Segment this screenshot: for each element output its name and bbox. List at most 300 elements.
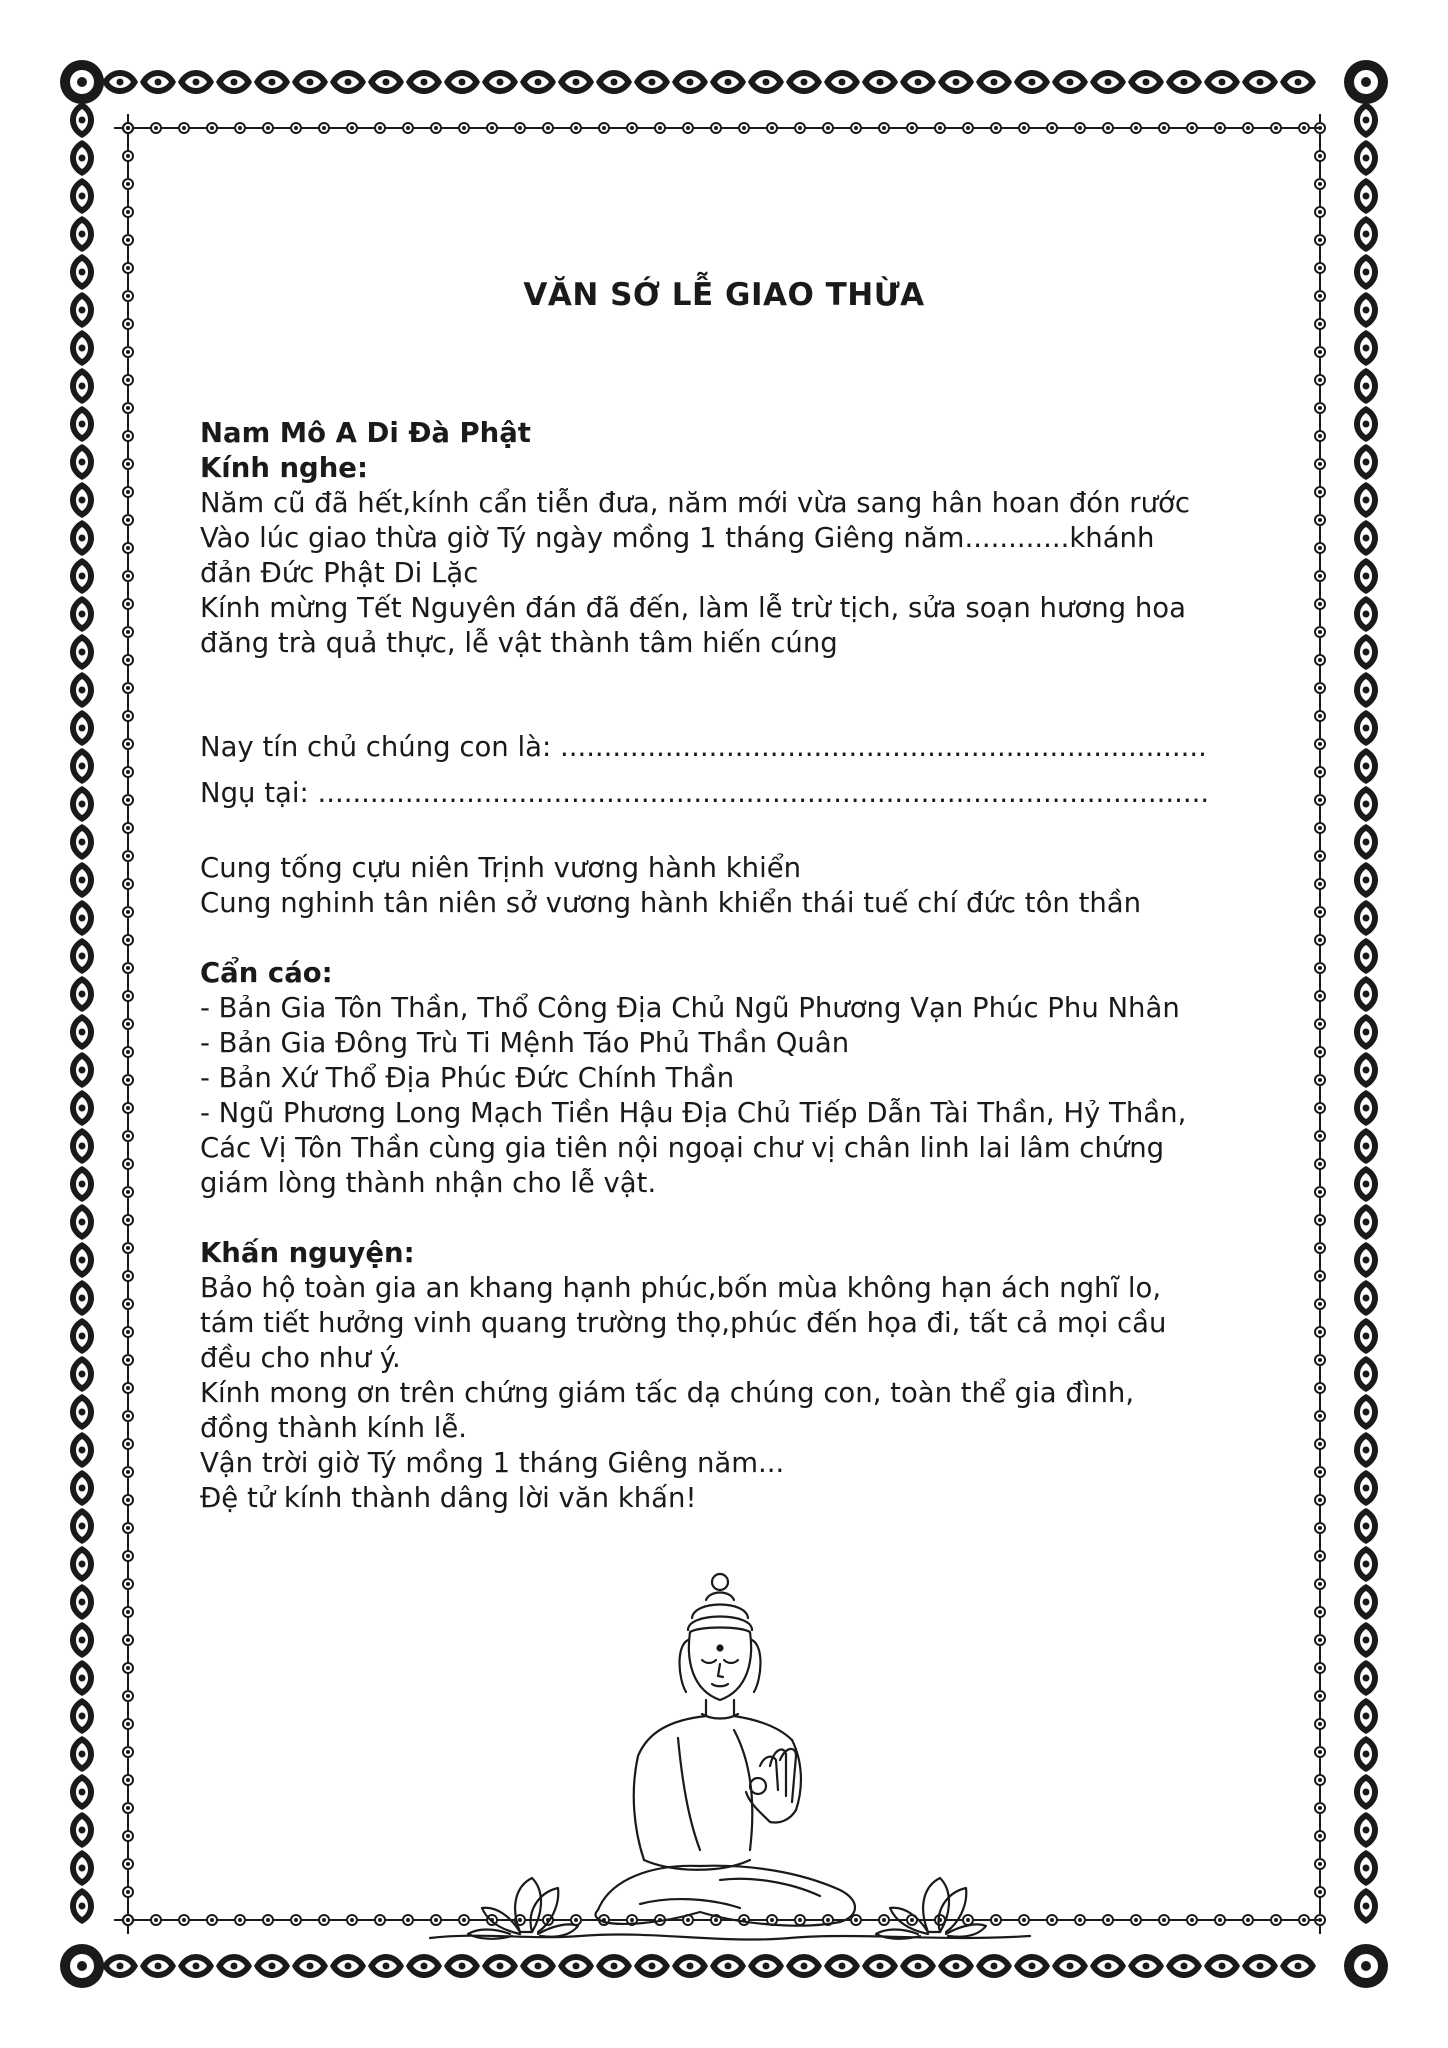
- border-motif: [1315, 450, 1325, 478]
- border-motif: [1128, 70, 1164, 94]
- border-motif: [1354, 1242, 1378, 1278]
- border-motif: [123, 1066, 133, 1094]
- border-motif: [758, 123, 786, 133]
- border-motif: [1315, 1822, 1325, 1850]
- border-left-band: [70, 102, 94, 1924]
- border-motif: [1354, 786, 1378, 822]
- border-motif: [216, 70, 252, 94]
- border-motif: [1354, 1280, 1378, 1316]
- border-motif: [123, 1094, 133, 1122]
- border-motif: [70, 1090, 94, 1126]
- border-motif: [520, 70, 556, 94]
- border-motif: [1315, 170, 1325, 198]
- border-motif: [1354, 1052, 1378, 1088]
- border-motif: [123, 1206, 133, 1234]
- border-motif: [1280, 70, 1316, 94]
- border-motif: [123, 1122, 133, 1150]
- border-motif: [123, 1262, 133, 1290]
- border-motif: [70, 1660, 94, 1696]
- border-motif: [178, 1954, 214, 1978]
- border-motif: [1354, 1584, 1378, 1620]
- border-motif: [1315, 226, 1325, 254]
- border-motif: [482, 70, 518, 94]
- announce-line: - Bản Xứ Thổ Địa Phúc Đức Chính Thần: [200, 1062, 735, 1094]
- border-motif: [1122, 1915, 1150, 1925]
- border-motif: [70, 1622, 94, 1658]
- border-motif: [70, 178, 94, 214]
- border-motif: [1315, 1430, 1325, 1458]
- border-motif: [1315, 1234, 1325, 1262]
- border-motif: [1315, 1178, 1325, 1206]
- border-motif: [123, 1514, 133, 1542]
- border-motif: [1122, 123, 1150, 133]
- border-motif: [123, 1570, 133, 1598]
- border-motif: [123, 982, 133, 1010]
- border-motif: [1090, 70, 1126, 94]
- border-motif: [70, 1394, 94, 1430]
- border-motif: [1315, 1094, 1325, 1122]
- border-motif: [1206, 123, 1234, 133]
- border-motif: [70, 558, 94, 594]
- border-motif: [102, 70, 138, 94]
- lotus-left-icon: [468, 1878, 578, 1939]
- border-motif: [1354, 900, 1378, 936]
- border-motif: [406, 70, 442, 94]
- border-motif: [70, 900, 94, 936]
- opening-heading: Kính nghe:: [200, 452, 368, 484]
- border-motif: [123, 198, 133, 226]
- border-motif: [672, 70, 708, 94]
- border-motif: [330, 70, 366, 94]
- border-motif: [558, 70, 594, 94]
- border-motif: [1315, 394, 1325, 422]
- border-motif: [1014, 70, 1050, 94]
- border-motif: [310, 123, 338, 133]
- border-motif: [70, 862, 94, 898]
- border-motif: [123, 898, 133, 926]
- border-motif: [1354, 1622, 1378, 1658]
- border-right-band: [1354, 102, 1378, 1924]
- border-motif: [70, 1242, 94, 1278]
- border-motif: [1315, 1626, 1325, 1654]
- border-motif: [900, 70, 936, 94]
- border-motif: [1315, 1710, 1325, 1738]
- border-motif: [1354, 1166, 1378, 1202]
- border-motif: [310, 1915, 338, 1925]
- border-motif: [1315, 758, 1325, 786]
- border-motif: [1206, 1915, 1234, 1925]
- border-motif: [70, 1280, 94, 1316]
- border-motif: [123, 1822, 133, 1850]
- border-motif: [824, 70, 860, 94]
- border-motif: [338, 1915, 366, 1925]
- prayer-line: tám tiết hưởng vinh quang trường thọ,phúc đến họa đi, tất cả mọi cầu: [200, 1307, 1167, 1339]
- border-motif: [1204, 70, 1240, 94]
- border-motif: [1354, 1090, 1378, 1126]
- border-motif: [506, 123, 534, 133]
- border-motif: [1315, 366, 1325, 394]
- border-motif: [123, 1318, 133, 1346]
- announce-line: - Bản Gia Đông Trù Ti Mệnh Táo Phủ Thần Quân: [200, 1027, 850, 1059]
- prayer-line: đồng thành kính lễ.: [200, 1412, 468, 1444]
- border-motif: [254, 1954, 290, 1978]
- border-motif: [1094, 123, 1122, 133]
- border-motif: [450, 123, 478, 133]
- border-motif: [534, 123, 562, 133]
- border-motif: [70, 710, 94, 746]
- border-motif: [123, 1598, 133, 1626]
- border-motif: [330, 1954, 366, 1978]
- border-motif: [1315, 198, 1325, 226]
- border-motif: [1066, 123, 1094, 133]
- opening-line: đản Đức Phật Di Lặc: [200, 557, 479, 589]
- border-motif: [226, 123, 254, 133]
- border-motif: [70, 1850, 94, 1886]
- border-motif: [70, 1204, 94, 1240]
- border-motif: [1315, 1374, 1325, 1402]
- border-motif: [1354, 444, 1378, 480]
- border-motif: [70, 1052, 94, 1088]
- border-motif: [976, 70, 1012, 94]
- border-motif: [123, 1682, 133, 1710]
- border-motif: [1354, 1356, 1378, 1392]
- border-motif: [1166, 70, 1202, 94]
- announce-line: - Bản Gia Tôn Thần, Thổ Công Địa Chủ Ngũ Phương Vạn Phúc Phu Nhân: [200, 992, 1180, 1024]
- border-motif: [618, 123, 646, 133]
- border-motif: [70, 1888, 94, 1924]
- border-motif: [123, 1906, 133, 1934]
- border-motif: [70, 140, 94, 176]
- border-motif: [674, 123, 702, 133]
- border-motif: [1315, 954, 1325, 982]
- border-motif: [70, 406, 94, 442]
- border-motif: [1315, 1066, 1325, 1094]
- border-motif: [1354, 1698, 1378, 1734]
- border-motif: [1354, 1812, 1378, 1848]
- border-motif: [366, 1915, 394, 1925]
- border-motif: [1354, 634, 1378, 670]
- border-motif: [123, 478, 133, 506]
- border-motif: [123, 1878, 133, 1906]
- border-motif: [710, 70, 746, 94]
- border-motif: [1315, 1038, 1325, 1066]
- border-motif: [123, 170, 133, 198]
- border-motif: [1315, 478, 1325, 506]
- border-motif: [178, 70, 214, 94]
- border-motif: [1262, 123, 1290, 133]
- announce-line: Các Vị Tôn Thần cùng gia tiên nội ngoại chư vị chân linh lai lâm chứng: [200, 1132, 1165, 1164]
- border-motif: [1315, 1150, 1325, 1178]
- border-motif: [123, 926, 133, 954]
- border-motif: [1315, 1570, 1325, 1598]
- border-motif: [123, 1710, 133, 1738]
- border-top-band: [102, 70, 1316, 94]
- border-motif: [70, 1546, 94, 1582]
- border-motif: [1315, 338, 1325, 366]
- border-motif: [1090, 1954, 1126, 1978]
- border-motif: [1354, 1660, 1378, 1696]
- border-motif: [1166, 1954, 1202, 1978]
- border-motif: [123, 1626, 133, 1654]
- border-motif: [1150, 1915, 1178, 1925]
- border-motif: [123, 394, 133, 422]
- border-motif: [70, 1736, 94, 1772]
- border-motif: [1315, 1290, 1325, 1318]
- border-motif: [70, 1584, 94, 1620]
- announce-line: giám lòng thành nhận cho lễ vật.: [200, 1167, 657, 1199]
- border-motif: [123, 618, 133, 646]
- border-motif: [70, 748, 94, 784]
- border-motif: [123, 1150, 133, 1178]
- border-motif: [634, 70, 670, 94]
- border-motif: [748, 70, 784, 94]
- border-motif: [1354, 1128, 1378, 1164]
- border-motif: [1315, 618, 1325, 646]
- border-motif: [368, 70, 404, 94]
- border-motif: [123, 506, 133, 534]
- border-motif: [123, 1850, 133, 1878]
- border-motif: [123, 1346, 133, 1374]
- border-motif: [1315, 842, 1325, 870]
- border-motif: [70, 596, 94, 632]
- border-motif: [1315, 1486, 1325, 1514]
- border-motif: [140, 1954, 176, 1978]
- border-motif: [926, 123, 954, 133]
- border-motif: [1354, 1508, 1378, 1544]
- border-motif: [142, 123, 170, 133]
- border-motif: [1178, 1915, 1206, 1925]
- border-motif: [123, 814, 133, 842]
- name-fill-line: Nay tín chủ chúng con là: ..........................................................................: [200, 731, 1207, 763]
- border-motif: [70, 938, 94, 974]
- announce-line: - Ngũ Phương Long Mạch Tiền Hậu Địa Chủ Tiếp Dẫn Tài Thần, Hỷ Thần,: [200, 1097, 1187, 1129]
- border-motif: [254, 70, 290, 94]
- border-motif: [198, 123, 226, 133]
- border-motif: [1315, 506, 1325, 534]
- border-motif: [1066, 1915, 1094, 1925]
- border-motif: [1354, 406, 1378, 442]
- border-motif: [123, 646, 133, 674]
- border-motif: [1242, 1954, 1278, 1978]
- opening-line: Năm cũ đã hết,kính cẩn tiễn đưa, năm mới vừa sang hân hoan đón rước: [200, 487, 1190, 519]
- border-motif: [123, 422, 133, 450]
- border-motif: [1354, 520, 1378, 556]
- border-motif: [1315, 1514, 1325, 1542]
- border-motif: [870, 123, 898, 133]
- border-motif: [1315, 674, 1325, 702]
- border-motif: [123, 730, 133, 758]
- border-motif: [596, 70, 632, 94]
- border-motif: [422, 123, 450, 133]
- opening-line: Kính mừng Tết Nguyên đán đã đến, làm lễ trừ tịch, sửa soạn hương hoa: [200, 592, 1186, 624]
- border-motif: [70, 1470, 94, 1506]
- border-motif: [1094, 1915, 1122, 1925]
- border-motif: [394, 123, 422, 133]
- border-motif: [70, 1356, 94, 1392]
- border-motif: [1315, 1766, 1325, 1794]
- border-motif: [814, 123, 842, 133]
- border-motif: [123, 1654, 133, 1682]
- prayer-line: đều cho như ý.: [200, 1342, 401, 1374]
- border-motif: [444, 70, 480, 94]
- inner-chain-top: [114, 123, 1318, 133]
- border-motif: [1354, 1888, 1378, 1924]
- border-motif: [338, 123, 366, 133]
- border-motif: [70, 1812, 94, 1848]
- border-motif: [70, 102, 94, 138]
- worship-line: Cung tống cựu niên Trịnh vương hành khiển: [200, 852, 802, 884]
- opening-line: Vào lúc giao thừa giờ Tý ngày mồng 1 tháng Giêng năm............khánh: [200, 522, 1155, 554]
- border-motif: [1315, 534, 1325, 562]
- border-motif: [1315, 1598, 1325, 1626]
- border-motif: [1354, 748, 1378, 784]
- border-motif: [1280, 1954, 1316, 1978]
- border-motif: [1354, 330, 1378, 366]
- border-motif: [123, 310, 133, 338]
- border-motif: [1315, 310, 1325, 338]
- border-motif: [123, 1374, 133, 1402]
- border-motif: [1290, 123, 1318, 133]
- border-motif: [123, 338, 133, 366]
- border-motif: [123, 366, 133, 394]
- border-motif: [70, 1508, 94, 1544]
- border-motif: [1354, 1774, 1378, 1810]
- border-motif: [70, 1774, 94, 1810]
- border-motif: [70, 482, 94, 518]
- border-motif: [70, 444, 94, 480]
- border-motif: [1010, 123, 1038, 133]
- border-motif: [123, 1794, 133, 1822]
- border-motif: [123, 142, 133, 170]
- border-motif: [786, 123, 814, 133]
- border-motif: [1262, 1915, 1290, 1925]
- border-motif: [123, 114, 133, 142]
- border-motif: [198, 1915, 226, 1925]
- border-motif: [1038, 123, 1066, 133]
- border-motif: [786, 70, 822, 94]
- border-motif: [1315, 590, 1325, 618]
- inner-chain-left: [123, 114, 133, 1934]
- border-motif: [730, 123, 758, 133]
- inner-chain-right: [1315, 114, 1325, 1934]
- border-motif: [1315, 1010, 1325, 1038]
- border-motif: [70, 976, 94, 1012]
- border-motif: [70, 216, 94, 252]
- border-motif: [1354, 368, 1378, 404]
- border-motif: [123, 534, 133, 562]
- border-motif: [1354, 178, 1378, 214]
- border-motif: [123, 842, 133, 870]
- border-motif: [142, 1915, 170, 1925]
- lotus-right-icon: [876, 1878, 986, 1939]
- border-motif: [1290, 1915, 1318, 1925]
- border-motif: [1315, 1738, 1325, 1766]
- border-motif: [123, 758, 133, 786]
- border-motif: [1354, 1204, 1378, 1240]
- border-motif: [123, 674, 133, 702]
- border-motif: [1354, 672, 1378, 708]
- border-motif: [123, 702, 133, 730]
- border-motif: [123, 226, 133, 254]
- border-motif: [368, 1954, 404, 1978]
- border-motif: [123, 1542, 133, 1570]
- border-motif: [254, 123, 282, 133]
- border-motif: [1354, 1736, 1378, 1772]
- border-motif: [366, 123, 394, 133]
- border-motif: [70, 1128, 94, 1164]
- border-motif: [1128, 1954, 1164, 1978]
- border-motif: [982, 123, 1010, 133]
- border-motif: [170, 1915, 198, 1925]
- border-motif: [1354, 216, 1378, 252]
- border-motif: [216, 1954, 252, 1978]
- border-motif: [590, 123, 618, 133]
- border-motif: [1038, 1915, 1066, 1925]
- border-motif: [954, 123, 982, 133]
- border-motif: [70, 330, 94, 366]
- border-motif: [70, 1432, 94, 1468]
- border-motif: [1354, 558, 1378, 594]
- page-title: VĂN SỚ LỄ GIAO THỪA: [523, 277, 925, 313]
- border-motif: [1150, 123, 1178, 133]
- border-motif: [123, 870, 133, 898]
- border-motif: [1315, 1402, 1325, 1430]
- border-motif: [1315, 646, 1325, 674]
- border-motif: [292, 1954, 328, 1978]
- border-motif: [1204, 1954, 1240, 1978]
- border-motif: [254, 1915, 282, 1925]
- invocation-line: Nam Mô A Di Đà Phật: [200, 417, 531, 449]
- border-motif: [1178, 123, 1206, 133]
- border-motif: [123, 1178, 133, 1206]
- border-motif: [1354, 140, 1378, 176]
- border-motif: [123, 1402, 133, 1430]
- border-motif: [1354, 596, 1378, 632]
- border-motif: [70, 1698, 94, 1734]
- border-motif: [1315, 898, 1325, 926]
- border-motif: [1354, 1432, 1378, 1468]
- border-motif: [70, 824, 94, 860]
- border-motif: [1315, 982, 1325, 1010]
- border-motif: [1052, 1954, 1088, 1978]
- border-motif: [1354, 1318, 1378, 1354]
- worship-line: Cung nghinh tân niên sở vương hành khiển thái tuế chí đức tôn thần: [200, 887, 1142, 919]
- border-motif: [123, 1738, 133, 1766]
- border-motif: [70, 520, 94, 556]
- border-motif: [1354, 1014, 1378, 1050]
- border-motif: [1354, 938, 1378, 974]
- buddha-lotus-illustration: [420, 1560, 1040, 1960]
- border-motif: [1354, 1850, 1378, 1886]
- border-motif: [123, 1766, 133, 1794]
- border-motif: [123, 1430, 133, 1458]
- border-motif: [1354, 862, 1378, 898]
- border-motif: [70, 634, 94, 670]
- border-motif: [1315, 786, 1325, 814]
- border-motif: [123, 1458, 133, 1486]
- border-motif: [898, 123, 926, 133]
- border-motif: [282, 123, 310, 133]
- border-motif: [292, 70, 328, 94]
- border-motif: [70, 672, 94, 708]
- prayer-line: Bảo hộ toàn gia an khang hạnh phúc,bốn mùa không hạn ách nghĩ lo,: [200, 1272, 1162, 1304]
- border-motif: [1315, 926, 1325, 954]
- border-motif: [1315, 1542, 1325, 1570]
- border-motif: [1242, 70, 1278, 94]
- border-motif: [1315, 1682, 1325, 1710]
- border-motif: [70, 1318, 94, 1354]
- border-motif: [1315, 730, 1325, 758]
